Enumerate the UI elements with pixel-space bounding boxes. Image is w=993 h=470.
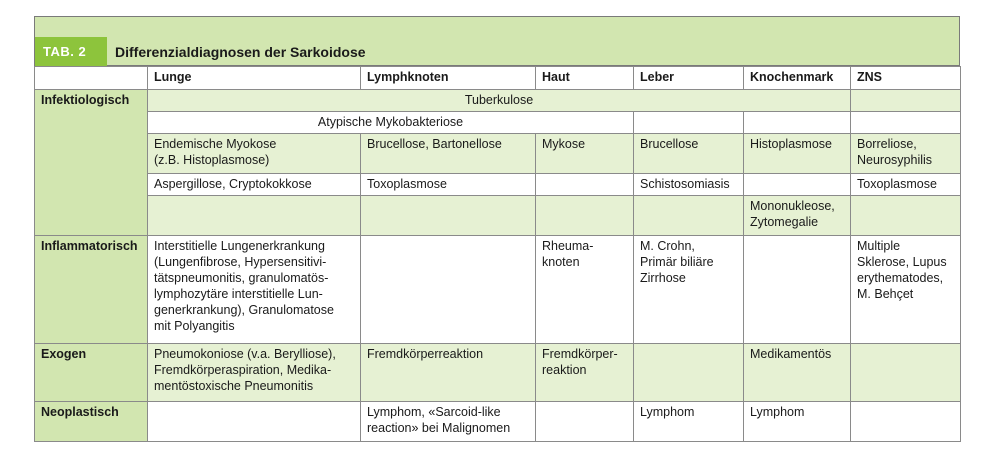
table-cell: Schistosomiasis	[634, 174, 744, 196]
table-cell-tuberkulose: Tuberkulose	[148, 90, 851, 112]
column-header-row	[35, 67, 961, 90]
table-row	[35, 174, 961, 196]
table-cell: Brucellose	[634, 134, 744, 174]
table-cell: Aspergillose, Cryptokokkose	[148, 174, 361, 196]
table-cell: Interstitielle Lungenerkrankung (Lungenfibrose, Hypersensitivi- tätspneumonitis, granulomatös- lymphozytäre interstitielle Lun- generkrankung), Granulomatose mit Polyangitis	[148, 236, 361, 344]
table-cell	[744, 174, 851, 196]
row-group-exogen: Exogen	[35, 344, 148, 402]
table-row	[35, 112, 961, 134]
table-row	[35, 236, 961, 344]
table-row	[35, 90, 961, 112]
table-cell	[744, 112, 851, 134]
table-cell	[851, 112, 961, 134]
table-number-badge: TAB. 2	[35, 37, 107, 67]
table-cell: Pneumokoniose (v.a. Berylliose), Fremdkörperaspiration, Medika- mentöstoxische Pneumonitis	[148, 344, 361, 402]
table-cell: Rheuma- knoten	[536, 236, 634, 344]
table-cell	[361, 236, 536, 344]
table-cell	[851, 402, 961, 442]
table-cell: Lymphom, «Sarcoid-like reaction» bei Malignomen	[361, 402, 536, 442]
table-row	[35, 344, 961, 402]
table-cell: Histoplasmose	[744, 134, 851, 174]
row-group-infektiologisch: Infektiologisch	[35, 90, 148, 236]
table-cell	[536, 174, 634, 196]
table-row	[35, 196, 961, 236]
column-header-haut: Haut	[536, 67, 634, 90]
table-cell	[634, 196, 744, 236]
table-header	[34, 16, 960, 66]
table-cell: Fremdkörper- reaktion	[536, 344, 634, 402]
column-header-zns: ZNS	[851, 67, 961, 90]
table-cell: Endemische Myokose (z.B. Histoplasmose)	[148, 134, 361, 174]
column-header-lunge: Lunge	[148, 67, 361, 90]
table-cell	[851, 196, 961, 236]
table-cell: Lymphom	[634, 402, 744, 442]
table-cell	[361, 196, 536, 236]
table-cell	[634, 112, 744, 134]
table-cell	[851, 90, 961, 112]
column-header-knochenmark: Knochenmark	[744, 67, 851, 90]
table-cell: Toxoplasmose	[851, 174, 961, 196]
table-cell: Toxoplasmose	[361, 174, 536, 196]
table-cell: Mykose	[536, 134, 634, 174]
table-cell	[148, 402, 361, 442]
table-cell-atypische-mykobakteriose: Atypische Mykobakteriose	[148, 112, 634, 134]
table-cell: Multiple Sklerose, Lupus erythematodes, M. Behçet	[851, 236, 961, 344]
table-cell	[851, 344, 961, 402]
table-cell: Mononukleose, Zytomegalie	[744, 196, 851, 236]
column-header-empty	[35, 67, 148, 90]
table-cell: Fremdkörperreaktion	[361, 344, 536, 402]
table-cell: Medikamentös	[744, 344, 851, 402]
table-cell: M. Crohn, Primär biliäre Zirrhose	[634, 236, 744, 344]
table-cell	[744, 236, 851, 344]
table-row	[35, 402, 961, 442]
table-cell: Brucellose, Bartonellose	[361, 134, 536, 174]
table-cell: Lymphom	[744, 402, 851, 442]
differential-diagnosis-table	[34, 66, 961, 442]
table-cell: Borreliose, Neurosyphilis	[851, 134, 961, 174]
table-cell	[148, 196, 361, 236]
table-title: Differenzialdiagnosen der Sarkoidose	[115, 44, 366, 60]
column-header-lymphknoten: Lymphknoten	[361, 67, 536, 90]
table-cell	[536, 402, 634, 442]
table-cell	[634, 344, 744, 402]
table-frame	[34, 16, 960, 462]
row-group-inflammatorisch: Inflammatorisch	[35, 236, 148, 344]
row-group-neoplastisch: Neoplastisch	[35, 402, 148, 442]
column-header-leber: Leber	[634, 67, 744, 90]
table-cell	[536, 196, 634, 236]
table-row	[35, 134, 961, 174]
